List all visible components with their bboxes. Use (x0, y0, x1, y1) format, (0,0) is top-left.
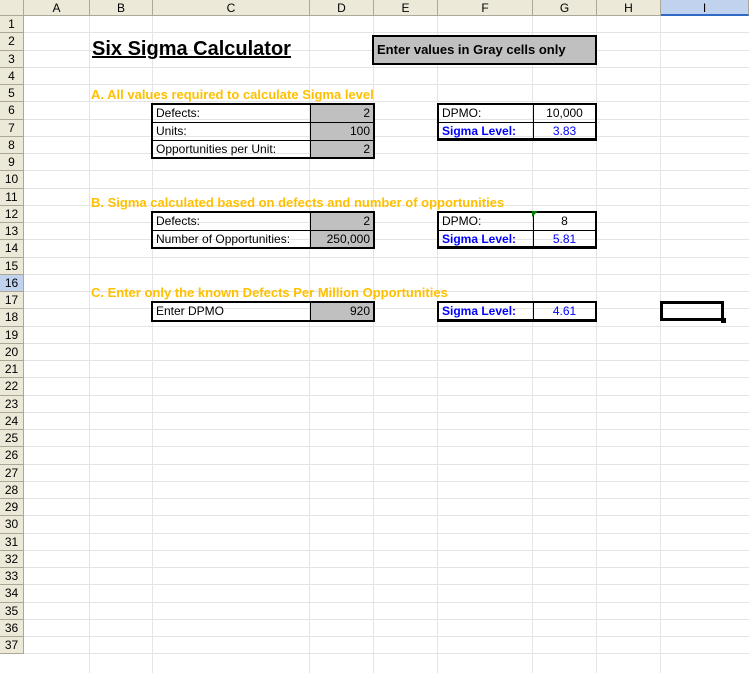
row-header-34[interactable]: 34 (0, 585, 24, 602)
opportunities-per-unit-label[interactable]: Opportunities per Unit: (153, 141, 311, 157)
sigma-level-value[interactable]: 3.83 (534, 123, 595, 139)
instruction-note: Enter values in Gray cells only (372, 35, 597, 65)
row-gridline (24, 412, 749, 413)
row-gridline (24, 119, 749, 120)
row-gridline (24, 222, 749, 223)
units-label[interactable]: Units: (153, 123, 311, 141)
section-c-heading: C. Enter only the known Defects Per Million Opportunities (91, 285, 448, 300)
row-header-11[interactable]: 11 (0, 189, 24, 206)
row-header-19[interactable]: 19 (0, 327, 24, 344)
column-header-a[interactable]: A (24, 0, 90, 16)
active-cell-selection[interactable] (660, 301, 724, 321)
row-header-9[interactable]: 9 (0, 154, 24, 171)
section-b-output-table (437, 211, 597, 249)
row-gridline (24, 446, 749, 447)
row-header-2[interactable]: 2 (0, 33, 24, 50)
row-gridline (24, 533, 749, 534)
row-header-31[interactable]: 31 (0, 534, 24, 551)
row-gridline (24, 67, 749, 68)
row-header-1[interactable]: 1 (0, 16, 24, 33)
defects-input[interactable]: 2 (311, 105, 373, 123)
row-header-5[interactable]: 5 (0, 85, 24, 102)
column-header-h[interactable]: H (597, 0, 661, 16)
row-gridline (24, 326, 749, 327)
column-header-g[interactable]: G (533, 0, 597, 16)
row-header-23[interactable]: 23 (0, 396, 24, 413)
row-gridline (24, 136, 749, 137)
section-c-output-table (437, 301, 597, 322)
row-header-27[interactable]: 27 (0, 465, 24, 482)
row-header-32[interactable]: 32 (0, 551, 24, 568)
row-header-30[interactable]: 30 (0, 516, 24, 533)
row-header-15[interactable]: 15 (0, 258, 24, 275)
row-header-18[interactable]: 18 (0, 309, 24, 326)
sigma-level-value[interactable]: 4.61 (534, 303, 595, 320)
row-header-20[interactable]: 20 (0, 344, 24, 361)
section-a-input-table (151, 103, 375, 159)
row-gridline (24, 515, 749, 516)
row-gridline (24, 636, 749, 637)
row-gridline (24, 32, 749, 33)
row-header-29[interactable]: 29 (0, 499, 24, 516)
row-gridline (24, 464, 749, 465)
row-gridline (24, 567, 749, 568)
row-header-12[interactable]: 12 (0, 206, 24, 223)
row-header-33[interactable]: 33 (0, 568, 24, 585)
row-gridline (24, 550, 749, 551)
row-gridline (24, 153, 749, 154)
number-of-opportunities-label[interactable]: Number of Opportunities: (153, 231, 311, 247)
enter-dpmo-label[interactable]: Enter DPMO (153, 303, 311, 320)
row-header-14[interactable]: 14 (0, 240, 24, 257)
row-gridline (24, 188, 749, 189)
number-of-opportunities-input[interactable]: 250,000 (311, 231, 373, 247)
row-gridline (24, 360, 749, 361)
sheet-area[interactable] (24, 16, 749, 673)
defects-label[interactable]: Defects: (153, 213, 311, 231)
row-gridline (24, 274, 749, 275)
row-header-7[interactable]: 7 (0, 120, 24, 137)
row-gridline (24, 308, 749, 309)
row-header-4[interactable]: 4 (0, 68, 24, 85)
sigma-level-value[interactable]: 5.81 (534, 231, 595, 247)
row-gridline (24, 602, 749, 603)
row-header-8[interactable]: 8 (0, 137, 24, 154)
row-header-25[interactable]: 25 (0, 430, 24, 447)
row-header-35[interactable]: 35 (0, 603, 24, 620)
enter-dpmo-input[interactable]: 920 (311, 303, 373, 320)
row-gridline (24, 429, 749, 430)
column-header-i[interactable]: I (661, 0, 749, 16)
page-title: Six Sigma Calculator (92, 38, 291, 60)
section-b-heading: B. Sigma calculated based on defects and number of opportunities (91, 195, 505, 210)
column-header-d[interactable]: D (310, 0, 374, 16)
defects-input[interactable]: 2 (311, 213, 373, 231)
row-gridline (24, 653, 749, 654)
section-b-input-table (151, 211, 375, 249)
row-header-10[interactable]: 10 (0, 171, 24, 188)
section-a-output-table (437, 103, 597, 141)
select-all-corner[interactable] (0, 0, 24, 16)
column-header-e[interactable]: E (374, 0, 438, 16)
row-header-6[interactable]: 6 (0, 102, 24, 119)
row-header-22[interactable]: 22 (0, 378, 24, 395)
defects-label[interactable]: Defects: (153, 105, 311, 123)
row-header-16[interactable]: 16 (0, 275, 24, 292)
row-header-26[interactable]: 26 (0, 447, 24, 464)
sigma-level-label[interactable]: Sigma Level: (439, 303, 534, 320)
column-header-f[interactable]: F (438, 0, 533, 16)
row-header-13[interactable]: 13 (0, 223, 24, 240)
sigma-level-label[interactable]: Sigma Level: (439, 123, 534, 139)
row-gridline (24, 619, 749, 620)
section-a-heading: A. All values required to calculate Sigma level (91, 87, 374, 102)
column-gridline (660, 16, 661, 673)
row-gridline (24, 257, 749, 258)
row-gridline (24, 377, 749, 378)
row-header-17[interactable]: 17 (0, 292, 24, 309)
dpmo-label[interactable]: DPMO: (439, 105, 534, 123)
row-gridline (24, 584, 749, 585)
row-gridline (24, 481, 749, 482)
fill-handle[interactable] (721, 318, 726, 323)
section-c-input-table (151, 301, 375, 322)
formula-warning-indicator[interactable] (532, 211, 538, 217)
row-gridline (24, 84, 749, 85)
row-header-37[interactable]: 37 (0, 637, 24, 654)
row-header-21[interactable]: 21 (0, 361, 24, 378)
dpmo-label[interactable]: DPMO: (439, 213, 534, 231)
row-gridline (24, 239, 749, 240)
column-header-b[interactable]: B (90, 0, 153, 16)
row-gridline (24, 498, 749, 499)
units-input[interactable]: 100 (311, 123, 373, 141)
row-header-3[interactable]: 3 (0, 51, 24, 68)
column-header-c[interactable]: C (153, 0, 310, 16)
row-gridline (24, 395, 749, 396)
dpmo-value[interactable]: 8 (534, 213, 595, 231)
sigma-level-label[interactable]: Sigma Level: (439, 231, 534, 247)
row-header-36[interactable]: 36 (0, 620, 24, 637)
row-header-24[interactable]: 24 (0, 413, 24, 430)
row-gridline (24, 343, 749, 344)
opportunities-per-unit-input[interactable]: 2 (311, 141, 373, 157)
row-gridline (24, 170, 749, 171)
dpmo-value[interactable]: 10,000 (534, 105, 595, 123)
row-header-28[interactable]: 28 (0, 482, 24, 499)
column-gridline (89, 16, 90, 673)
